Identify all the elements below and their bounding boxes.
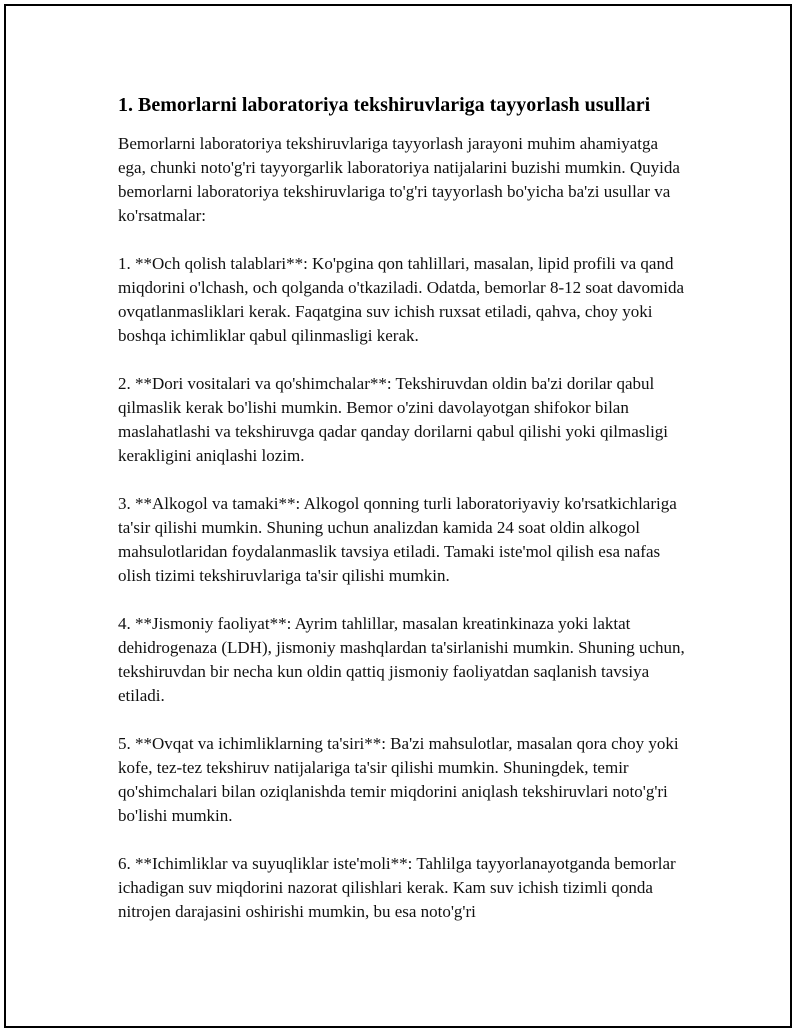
item-food-drinks-paragraph: 5. **Ovqat va ichimliklarning ta'siri**: Ba'zi mahsulotlar, masalan qora choy yoki kofe, tez-tez tekshiruv natijalariga ta'sir qilishi mumkin. Shuningdek, temir qo'shimchalari bilan oziqlanishda temir miqdorini aniqlash tekshiruvlari noto'g'ri bo'lishi mumkin. xyxy=(118,734,679,825)
section-heading: 1. Bemorlarni laboratoriya tekshiruvlariga tayyorlash usullari xyxy=(118,94,651,116)
intro-paragraph: Bemorlarni laboratoriya tekshiruvlariga tayyorlash jarayoni muhim ahamiyatga ega, chunki noto'g'ri tayyorgarlik laboratoriya natijalarini buzishi mumkin. Quyida bemorlarni laboratoriya tekshiruvlariga to'g'ri tayyorlash bo'yicha ba'zi usullar va ko'rsatmalar: xyxy=(118,134,680,225)
item-fluid-intake-paragraph: 6. **Ichimliklar va suyuqliklar iste'moli**: Tahlilga tayyorlanayotganda bemorlar ichadigan suv miqdorini nazorat qilishlari kerak. Kam suv ichish tizimli qonda nitrojen darajasini oshirishi mumkin, bu esa noto'g'ri xyxy=(118,854,676,921)
item-fasting-paragraph: 1. **Och qolish talablari**: Ko'pgina qon tahlillari, masalan, lipid profili va qand miqdorini o'lchash, och qolganda o'tkaziladi. Odatda, bemorlar 8-12 soat davomida ovqatlanmasliklari kerak. Faqatgina suv ichish ruxsat etiladi, qahva, choy yoki boshqa ichimliklar qabul qilinmasligi kerak. xyxy=(118,254,685,345)
item-physical-activity-paragraph: 4. **Jismoniy faoliyat**: Ayrim tahlillar, masalan kreatinkinaza yoki laktat dehidrogenaza (LDH), jismoniy mashqlardan ta'sirlanishi mumkin. Shuning uchun, tekshiruvdan bir necha kun oldin qattiq jismoniy faoliyatdan saqlanish tavsiya etiladi. xyxy=(118,614,685,705)
document-body xyxy=(118,92,688,948)
item-alcohol-tobacco-paragraph: 3. **Alkogol va tamaki**: Alkogol qonning turli laboratoriyaviy ko'rsatkichlariga ta'sir qilishi mumkin. Shuning uchun analizdan kamida 24 soat oldin alkogol mahsulotlaridan foydalanmaslik tavsiya etiladi. Tamaki iste'mol qilish esa nafas olish tizimi tekshiruvlariga ta'sir qilishi mumkin. xyxy=(118,494,677,585)
item-medications-paragraph: 2. **Dori vositalari va qo'shimchalar**: Tekshiruvdan oldin ba'zi dorilar qabul qilmaslik kerak bo'lishi mumkin. Bemor o'zini davolayotgan shifokor bilan maslahatlashi va tekshiruvga qadar qanday dorilarni qabul qilishi yoki qilmasligi kerakligini aniqlashi lozim. xyxy=(118,374,669,465)
